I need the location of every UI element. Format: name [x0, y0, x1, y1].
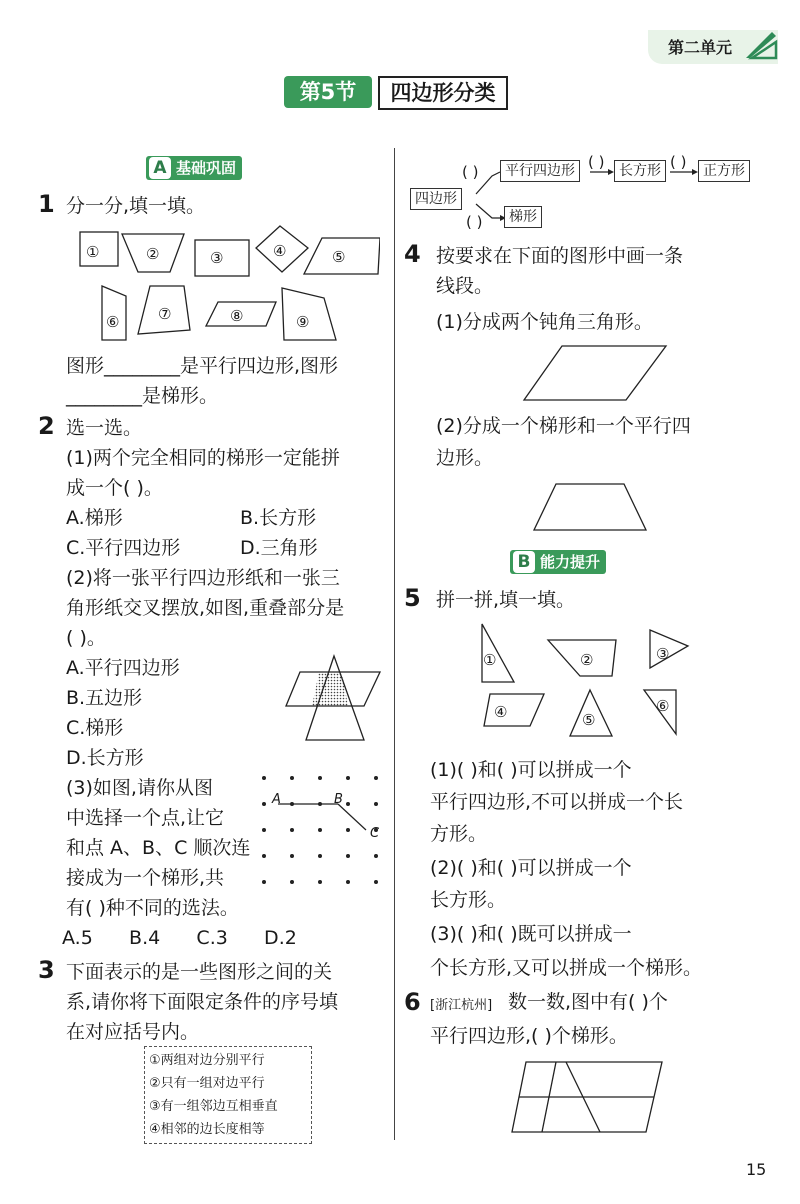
q6-line1[interactable]: 数一数,图中有( )个: [508, 991, 668, 1013]
q2-part1-line2[interactable]: 成一个( )。: [66, 477, 163, 499]
grid-dot[interactable]: [318, 828, 322, 832]
q3-blank-square[interactable]: ( ): [670, 153, 687, 171]
q2-part2-option-b[interactable]: B.五边形: [66, 687, 143, 709]
grid-dot[interactable]: [262, 776, 266, 780]
grid-dot[interactable]: [346, 776, 350, 780]
q1-label-2: ②: [146, 245, 160, 263]
grid-dot[interactable]: [374, 854, 378, 858]
q5-sub2-line2: 长方形。: [430, 889, 507, 911]
q1-label-6: ⑥: [106, 313, 120, 331]
q2-prompt: 选一选。: [66, 417, 143, 439]
q1-blank-line-1[interactable]: 图形________是平行四边形,图形: [66, 355, 339, 377]
q2-part2-option-d[interactable]: D.长方形: [66, 747, 144, 769]
q3-line1: 下面表示的是一些图形之间的关: [66, 961, 333, 983]
q5-sub1-line2: 平行四边形,不可以拼成一个长: [430, 791, 684, 813]
q5-label-2: ②: [580, 651, 594, 669]
q6-figure: [508, 1058, 668, 1138]
q2-part1-option-b[interactable]: B.长方形: [240, 507, 317, 529]
q2-point-a: A: [272, 792, 281, 807]
q2-part1-option-d[interactable]: D.三角形: [240, 537, 318, 559]
q3-node-parallelogram: 平行四边形: [500, 160, 580, 182]
q3-condition-1: ①两组对边分别平行: [149, 1053, 265, 1068]
q5-label-6: ⑥: [656, 697, 670, 715]
q2-overlap-figure: [282, 652, 382, 744]
badge-a: [146, 156, 242, 180]
grid-dot[interactable]: [318, 776, 322, 780]
q2-part2-option-a[interactable]: A.平行四边形: [66, 657, 180, 679]
q2-number: 2: [38, 412, 55, 440]
section-number: 第5节: [284, 76, 372, 108]
q5-label-5: ⑤: [582, 711, 596, 729]
q5-sub1-line3: 方形。: [430, 823, 488, 845]
q1-label-5: ⑤: [332, 248, 346, 266]
grid-dot[interactable]: [290, 880, 294, 884]
q5-sub3-line2: 个长方形,又可以拼成一个梯形。: [430, 957, 703, 979]
q3-node-rectangle: 长方形: [614, 160, 666, 182]
q2-part3-line3: 和点 A、B、C 顺次连: [66, 837, 251, 859]
grid-dot[interactable]: [318, 880, 322, 884]
q1-label-1: ①: [86, 243, 100, 261]
grid-dot[interactable]: [262, 880, 266, 884]
q3-blank-rect[interactable]: ( ): [588, 153, 605, 171]
q1-label-9: ⑨: [296, 313, 310, 331]
q6-number: 6: [404, 988, 421, 1016]
q6-line2[interactable]: 平行四边形,( )个梯形。: [430, 1025, 628, 1047]
q2-point-b: B: [334, 792, 343, 807]
q5-shape-4: [484, 694, 544, 726]
q5-label-1: ①: [483, 651, 497, 669]
q2-part3-options[interactable]: A.5 B.4 C.3 D.2: [62, 927, 297, 949]
grid-dot[interactable]: [290, 776, 294, 780]
q3-condition-3: ③有一组邻边互相垂直: [149, 1099, 278, 1114]
q1-label-3: ③: [210, 249, 224, 267]
q6-source-tag: [浙江杭州]: [430, 998, 493, 1013]
q1-number: 1: [38, 190, 55, 218]
q5-sub3-line1[interactable]: (3)( )和( )既可以拼成一: [430, 923, 632, 945]
q1-label-4: ④: [273, 242, 287, 260]
q4-number: 4: [404, 240, 421, 268]
q3-node-square: 正方形: [698, 160, 750, 182]
q2-part1-option-c[interactable]: C.平行四边形: [66, 537, 181, 559]
grid-dot[interactable]: [374, 880, 378, 884]
q4-line2: 线段。: [436, 275, 494, 297]
grid-dot[interactable]: [346, 880, 350, 884]
q3-line2: 系,请你将下面限定条件的序号填: [66, 991, 339, 1013]
grid-dot[interactable]: [290, 854, 294, 858]
q3-number: 3: [38, 956, 55, 984]
q2-part3-line5[interactable]: 有( )种不同的选法。: [66, 897, 239, 919]
q2-part3-line2: 中选择一个点,让它: [66, 807, 225, 829]
q2-part2-line1: (2)将一张平行四边形纸和一张三: [66, 567, 340, 589]
q3-condition-4: ④相邻的边长度相等: [149, 1122, 265, 1137]
q3-blank-para[interactable]: ( ): [462, 163, 479, 181]
q5-label-4: ④: [494, 703, 508, 721]
ruler-icon: [742, 28, 778, 60]
q3-node-quadrilateral: 四边形: [410, 188, 462, 210]
grid-dot[interactable]: [374, 802, 378, 806]
q4-trapezoid[interactable]: [530, 480, 650, 534]
q2-part1-option-a[interactable]: A.梯形: [66, 507, 123, 529]
grid-dot[interactable]: [346, 854, 350, 858]
q1-blank-line-2[interactable]: ________是梯形。: [66, 385, 219, 407]
q2-part1-line1: (1)两个完全相同的梯形一定能拼: [66, 447, 340, 469]
badge-b-text: 能力提升: [540, 553, 601, 571]
q4-parallelogram[interactable]: [520, 342, 670, 404]
grid-dot[interactable]: [290, 828, 294, 832]
q3-line3: 在对应括号内。: [66, 1021, 200, 1043]
q1-label-7: ⑦: [158, 305, 172, 323]
column-divider: [394, 148, 395, 1140]
q3-node-trapezoid: 梯形: [504, 206, 542, 228]
grid-dot[interactable]: [346, 828, 350, 832]
q5-label-3: ③: [656, 645, 670, 663]
q3-conditions-box: [144, 1046, 312, 1144]
grid-dot[interactable]: [262, 828, 266, 832]
q4-sub1: (1)分成两个钝角三角形。: [436, 311, 653, 333]
grid-dot[interactable]: [262, 802, 266, 806]
badge-b-letter: B: [513, 551, 535, 573]
q2-part2-line2: 角形纸交叉摆放,如图,重叠部分是: [66, 597, 345, 619]
unit-label: 第二单元: [668, 38, 733, 57]
badge-a-text: 基础巩固: [176, 159, 237, 177]
page-number: 15: [746, 1160, 767, 1179]
q5-sub2-line1[interactable]: (2)( )和( )可以拼成一个: [430, 857, 632, 879]
grid-dot[interactable]: [318, 854, 322, 858]
q5-sub1-line1[interactable]: (1)( )和( )可以拼成一个: [430, 759, 632, 781]
q3-blank-trap[interactable]: ( ): [466, 213, 483, 231]
q5-number: 5: [404, 584, 421, 612]
badge-a-letter: A: [149, 157, 171, 179]
q2-part3-line4: 接成为一个梯形,共: [66, 867, 225, 889]
q1-label-8: ⑧: [230, 307, 244, 325]
grid-dot[interactable]: [374, 776, 378, 780]
q2-point-c: C: [370, 826, 380, 841]
q4-sub2-line2: 边形。: [436, 447, 494, 469]
q5-prompt: 拼一拼,填一填。: [436, 589, 576, 611]
q4-sub2-line1: (2)分成一个梯形和一个平行四: [436, 415, 691, 437]
q3-condition-2: ②只有一组对边平行: [149, 1076, 265, 1091]
q2-part2-option-c[interactable]: C.梯形: [66, 717, 124, 739]
q2-part2-line3[interactable]: ( )。: [66, 627, 106, 649]
q4-line1: 按要求在下面的图形中画一条: [436, 245, 684, 267]
section-title: 四边形分类: [378, 76, 508, 110]
grid-dot[interactable]: [346, 802, 350, 806]
grid-dot[interactable]: [262, 854, 266, 858]
q1-prompt: 分一分,填一填。: [66, 195, 206, 217]
badge-b: [510, 550, 606, 574]
q2-part3-line1: (3)如图,请你从图: [66, 777, 213, 799]
